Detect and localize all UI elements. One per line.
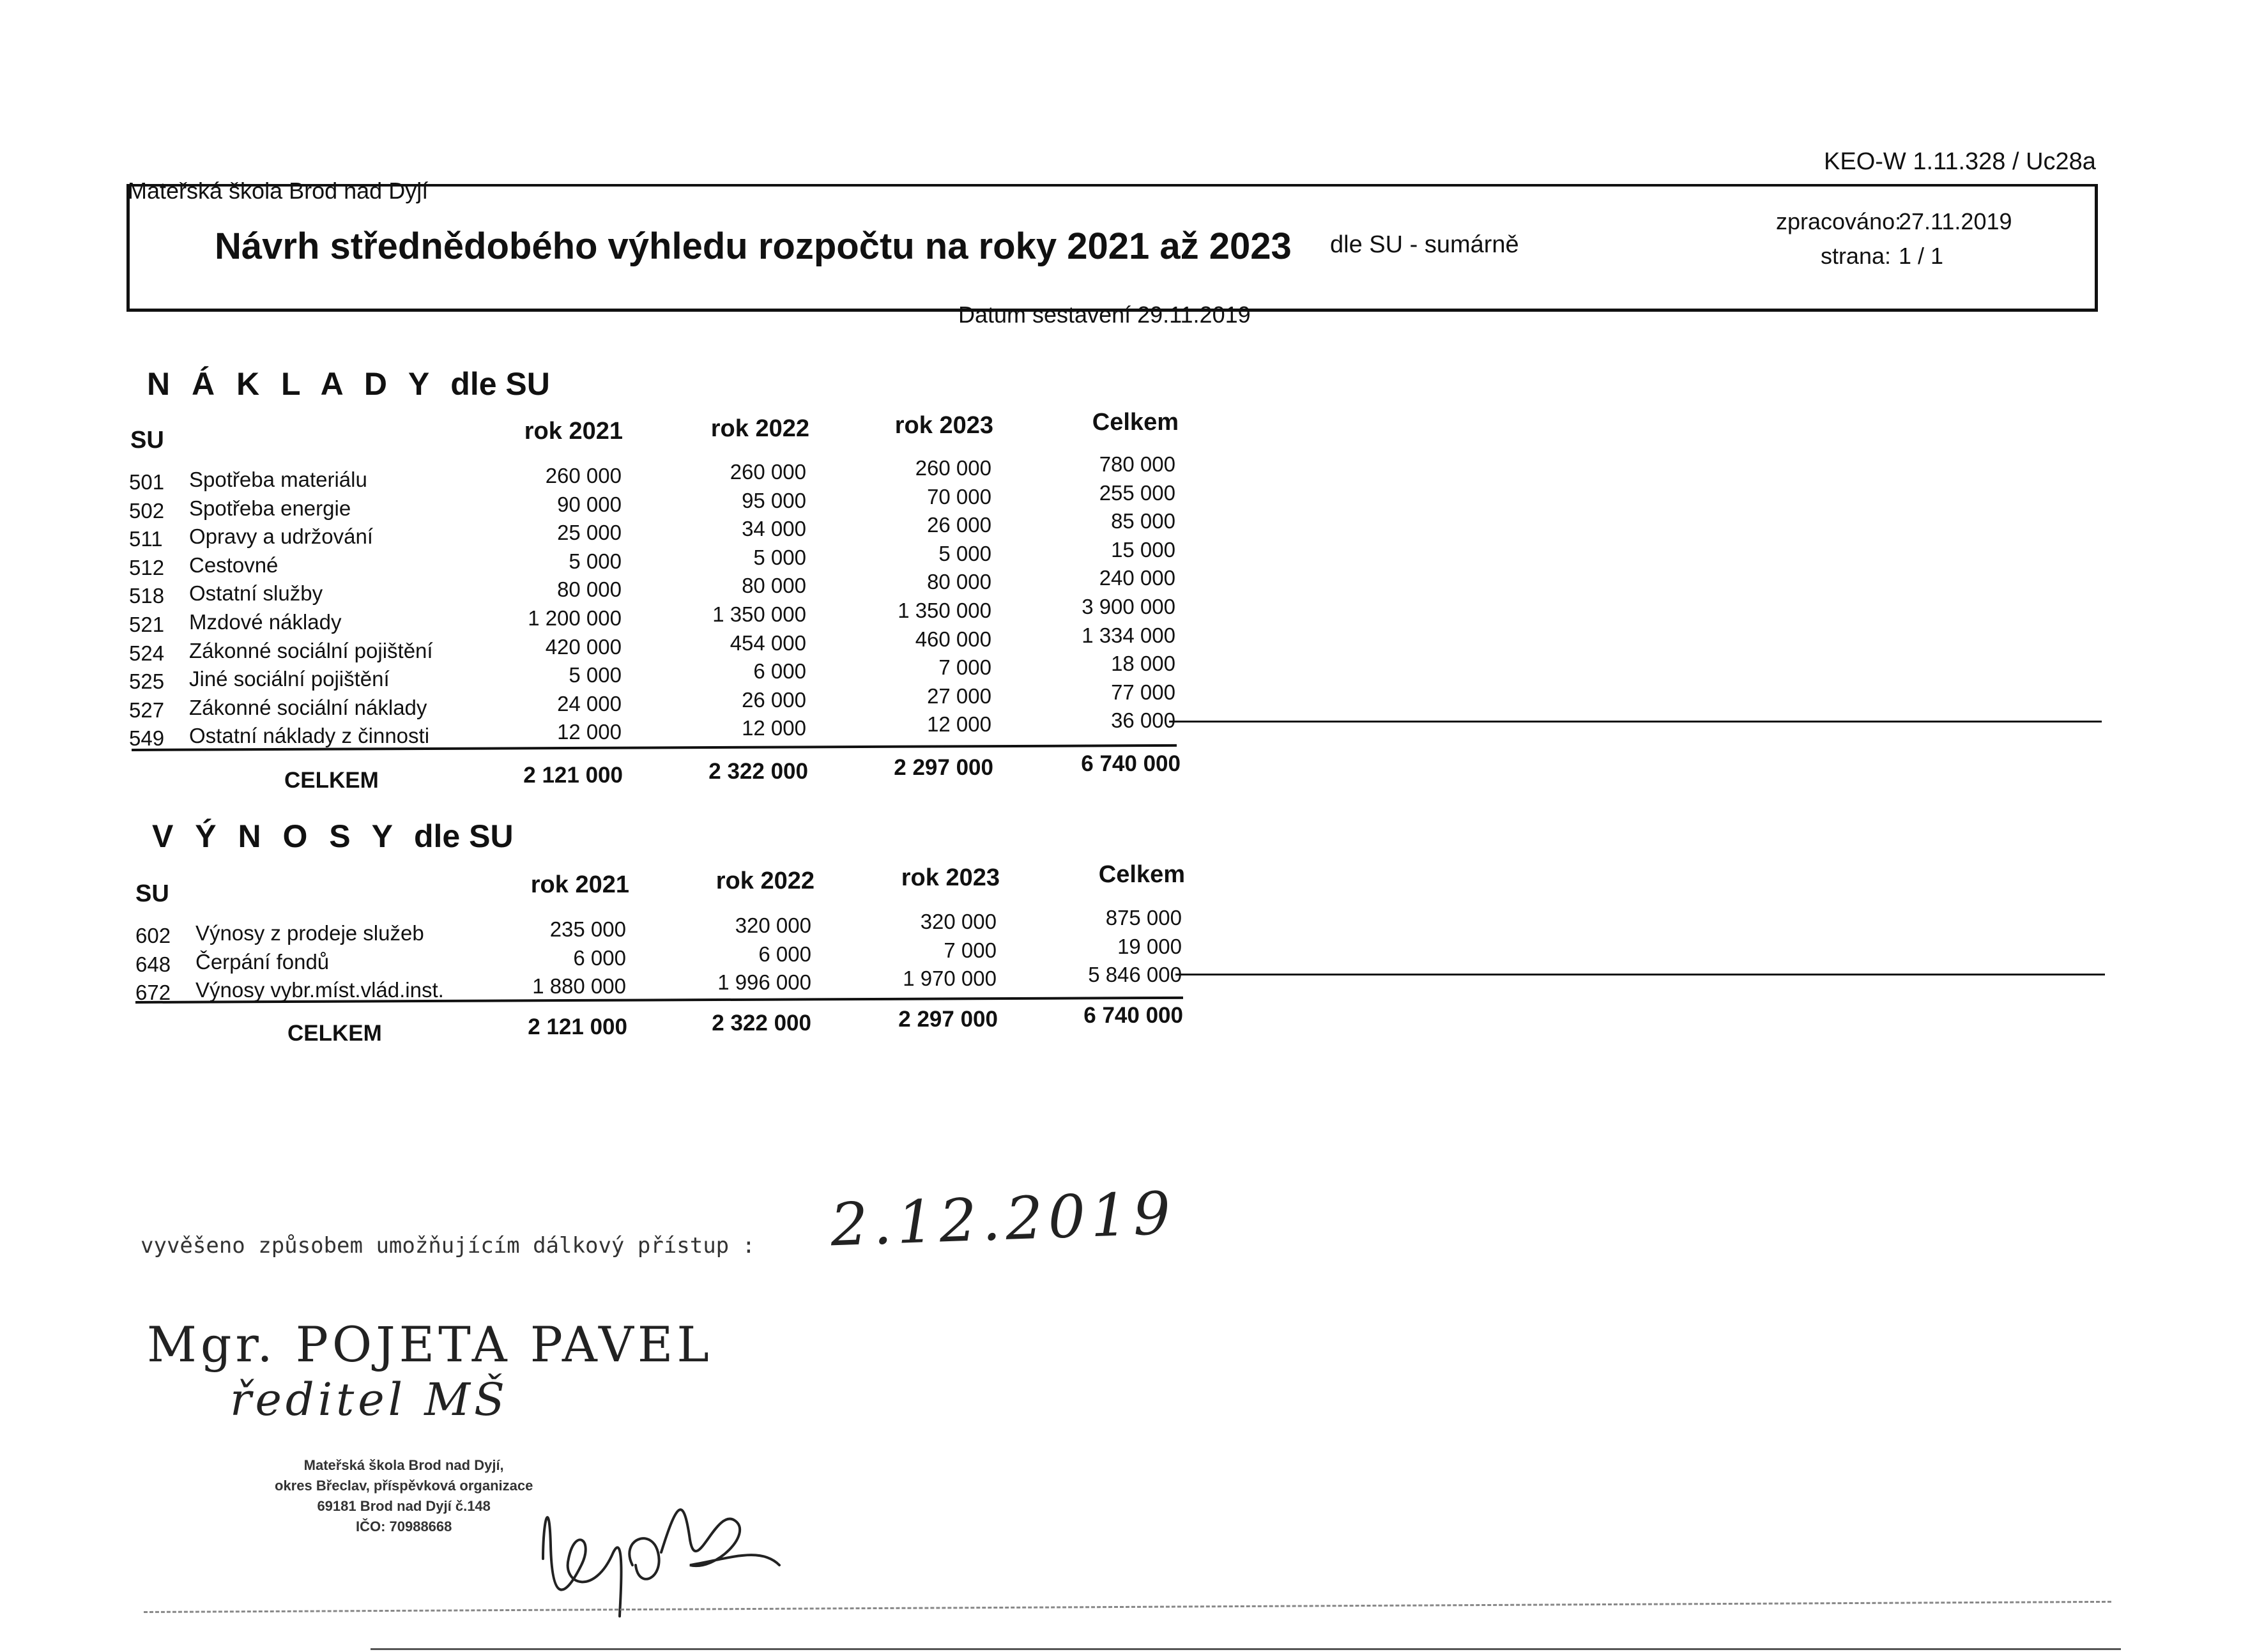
costs-heading bbox=[147, 365, 550, 402]
revenues-total-sum: 6 740 000 bbox=[1083, 1003, 1183, 1028]
row-value-total: 780 000 bbox=[1099, 452, 1175, 476]
program-version: KEO-W 1.11.328 / Uc28a bbox=[1824, 148, 2096, 175]
row-value-total: 875 000 bbox=[1105, 906, 1182, 929]
row-value-total: 3 900 000 bbox=[1082, 595, 1175, 618]
row-value-total: 77 000 bbox=[1111, 680, 1175, 704]
stamp-line-3: 69181 Brod nad Dyjí č.148 bbox=[317, 1498, 491, 1514]
signature-scribble bbox=[524, 1469, 792, 1623]
row-su-code: 502 bbox=[129, 498, 165, 523]
processed-label: zpracováno: bbox=[1776, 208, 1902, 234]
revenues-rule-right bbox=[1175, 974, 2105, 975]
row-value-2021: 1 880 000 bbox=[532, 974, 626, 998]
revenues-total-2023: 2 297 000 bbox=[898, 1007, 998, 1032]
footer-dashed-line bbox=[144, 1601, 2111, 1613]
organization-stamp bbox=[275, 1455, 533, 1537]
revenues-heading bbox=[152, 818, 514, 855]
row-value-2021: 25 000 bbox=[557, 521, 622, 545]
organization-name: Mateřská škola Brod nad Dyjí bbox=[128, 178, 429, 204]
page-label: strana: bbox=[1820, 243, 1891, 269]
costs-heading-spaced: N Á K L A D Y bbox=[147, 366, 436, 402]
row-value-2021: 12 000 bbox=[557, 720, 622, 744]
row-value-2023: 70 000 bbox=[927, 484, 991, 509]
row-value-2021: 24 000 bbox=[557, 691, 622, 715]
row-value-2022: 6 000 bbox=[758, 942, 811, 966]
row-su-code: 648 bbox=[135, 952, 171, 976]
costs-total-label: CELKEM bbox=[284, 768, 379, 793]
row-account-name: Zákonné sociální pojištění bbox=[189, 638, 433, 662]
row-value-2021: 1 200 000 bbox=[528, 606, 622, 630]
row-value-2023: 1 350 000 bbox=[898, 599, 991, 622]
row-su-code: 518 bbox=[129, 584, 165, 608]
row-su-code: 672 bbox=[135, 981, 171, 1005]
row-account-name: Výnosy z prodeje služeb bbox=[195, 921, 424, 945]
costs-rule-right bbox=[1169, 721, 2102, 723]
posted-note: vyvěšeno způsobem umožňujícím dálkový přístup : bbox=[141, 1233, 756, 1258]
bottom-edge-line bbox=[371, 1648, 2121, 1650]
signatory-title-handwritten: ředitel MŠ bbox=[230, 1373, 509, 1426]
revenues-col-total: Celkem bbox=[1098, 861, 1185, 888]
row-value-2021: 5 000 bbox=[569, 549, 622, 573]
costs-total-2023: 2 297 000 bbox=[894, 755, 993, 780]
row-account-name: Spotřeba energie bbox=[189, 496, 351, 520]
row-value-total: 5 846 000 bbox=[1088, 963, 1182, 987]
row-su-code: 527 bbox=[129, 698, 165, 722]
row-value-2023: 320 000 bbox=[920, 910, 997, 933]
row-value-2022: 95 000 bbox=[742, 488, 806, 512]
row-value-2021: 420 000 bbox=[545, 634, 622, 659]
costs-total-2022: 2 322 000 bbox=[708, 759, 808, 784]
stamp-line-1: Mateřská škola Brod nad Dyjí, bbox=[303, 1457, 504, 1473]
row-value-2022: 1 996 000 bbox=[717, 970, 811, 995]
row-value-2021: 5 000 bbox=[569, 663, 622, 687]
row-account-name: Jiné sociální pojištění bbox=[189, 667, 390, 691]
row-account-name: Ostatní služby bbox=[189, 581, 323, 606]
row-value-2022: 260 000 bbox=[730, 460, 806, 484]
revenues-total-2022: 2 322 000 bbox=[712, 1011, 811, 1036]
stamp-line-2: okres Břeclav, příspěvková organizace bbox=[275, 1478, 533, 1494]
row-value-2021: 90 000 bbox=[557, 492, 622, 516]
row-value-2021: 6 000 bbox=[573, 945, 626, 970]
costs-su-header: SU bbox=[130, 427, 164, 454]
row-value-total: 36 000 bbox=[1111, 708, 1175, 733]
row-value-2022: 80 000 bbox=[742, 574, 806, 598]
row-value-2021: 235 000 bbox=[549, 917, 626, 941]
document-title: Návrh střednědobého výhledu rozpočtu na roky 2021 až 2023 bbox=[215, 226, 1292, 267]
row-account-name: Ostatní náklady z činnosti bbox=[189, 724, 430, 748]
row-value-total: 19 000 bbox=[1117, 934, 1182, 958]
costs-col-2021: rok 2021 bbox=[524, 418, 623, 445]
row-value-2022: 26 000 bbox=[742, 687, 806, 712]
row-su-code: 602 bbox=[135, 924, 171, 947]
row-account-name: Spotřeba materiálu bbox=[189, 468, 367, 491]
processed-date: 27.11.2019 bbox=[1899, 208, 2012, 234]
costs-col-2022: rok 2022 bbox=[710, 415, 809, 442]
row-value-2022: 34 000 bbox=[742, 517, 806, 541]
page-number: 1 / 1 bbox=[1899, 243, 1944, 269]
row-account-name: Opravy a udržování bbox=[189, 524, 373, 549]
row-value-2023: 7 000 bbox=[938, 655, 991, 680]
row-account-name: Cestovné bbox=[189, 553, 279, 577]
row-value-2023: 26 000 bbox=[927, 513, 991, 537]
row-account-name: Mzdové náklady bbox=[189, 610, 342, 634]
revenues-col-2021: rok 2021 bbox=[530, 871, 629, 898]
row-value-2021: 80 000 bbox=[557, 577, 622, 602]
row-value-2022: 12 000 bbox=[742, 716, 806, 740]
row-value-2023: 460 000 bbox=[915, 627, 991, 651]
row-value-total: 240 000 bbox=[1099, 566, 1175, 590]
row-value-2023: 12 000 bbox=[927, 712, 991, 737]
row-value-2022: 6 000 bbox=[753, 659, 806, 684]
row-value-total: 15 000 bbox=[1111, 537, 1175, 562]
row-su-code: 525 bbox=[129, 669, 165, 694]
row-value-2022: 454 000 bbox=[730, 631, 806, 655]
document-subtitle: dle SU - sumárně bbox=[1330, 231, 1519, 258]
row-su-code: 511 bbox=[129, 527, 163, 551]
row-su-code: 549 bbox=[129, 726, 165, 751]
row-value-2023: 80 000 bbox=[927, 570, 991, 594]
row-value-2022: 1 350 000 bbox=[712, 602, 806, 626]
row-value-2022: 320 000 bbox=[735, 914, 811, 937]
row-su-code: 512 bbox=[129, 555, 165, 579]
costs-col-2023: rok 2023 bbox=[894, 412, 993, 439]
row-value-total: 255 000 bbox=[1099, 480, 1175, 505]
row-value-2021: 260 000 bbox=[545, 464, 622, 487]
posted-date-handwritten: 2.12.2019 bbox=[829, 1179, 1177, 1260]
row-value-total: 1 334 000 bbox=[1082, 623, 1175, 647]
costs-heading-rest: dle SU bbox=[450, 366, 550, 402]
revenues-heading-rest: dle SU bbox=[413, 818, 514, 854]
row-su-code: 524 bbox=[129, 641, 165, 665]
row-value-2023: 5 000 bbox=[938, 541, 991, 565]
row-value-total: 18 000 bbox=[1111, 652, 1175, 676]
revenues-col-2023: rok 2023 bbox=[901, 864, 1000, 891]
revenues-col-2022: rok 2022 bbox=[715, 868, 815, 894]
row-value-2023: 27 000 bbox=[927, 684, 991, 708]
revenues-total-label: CELKEM bbox=[287, 1021, 382, 1046]
compiled-date: Datum sestavení 29.11.2019 bbox=[958, 302, 1251, 328]
row-value-2023: 7 000 bbox=[944, 938, 997, 962]
row-value-total: 85 000 bbox=[1111, 509, 1175, 533]
row-value-2023: 1 970 000 bbox=[903, 967, 997, 991]
row-su-code: 501 bbox=[129, 470, 165, 494]
costs-total-2021: 2 121 000 bbox=[523, 763, 623, 788]
row-account-name: Čerpání fondů bbox=[195, 949, 330, 974]
row-account-name: Výnosy vybr.míst.vlád.inst. bbox=[195, 978, 444, 1002]
revenues-su-header: SU bbox=[135, 880, 169, 907]
row-value-2022: 5 000 bbox=[753, 545, 806, 569]
row-su-code: 521 bbox=[129, 613, 165, 636]
row-value-2023: 260 000 bbox=[915, 456, 991, 480]
row-account-name: Zákonné sociální náklady bbox=[189, 695, 427, 719]
costs-col-total: Celkem bbox=[1092, 409, 1179, 436]
stamp-line-4: IČO: 70988668 bbox=[355, 1518, 452, 1534]
signatory-name-handwritten: Mgr. POJETA PAVEL bbox=[147, 1316, 713, 1373]
revenues-heading-spaced: V Ý N O S Y bbox=[152, 818, 399, 854]
revenues-total-2021: 2 121 000 bbox=[528, 1014, 627, 1039]
costs-total-sum: 6 740 000 bbox=[1081, 751, 1181, 776]
